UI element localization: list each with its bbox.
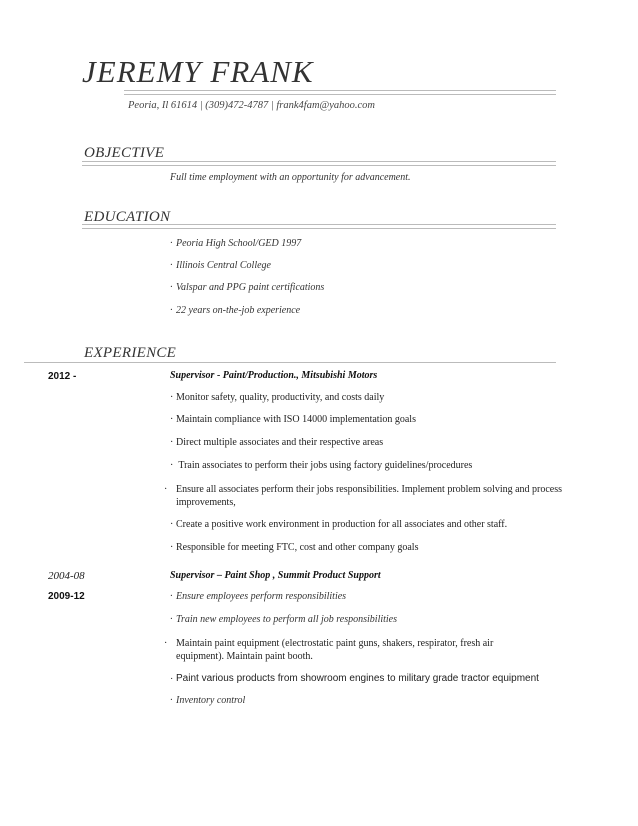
- education-item: · Peoria High School/GED 1997: [170, 238, 302, 249]
- experience-rule: [24, 362, 556, 363]
- header-rule: [124, 90, 556, 95]
- job-dates-secondary: 2009-12: [48, 591, 85, 602]
- bullet-icon: ·: [170, 414, 174, 425]
- education-item: · Valspar and PPG paint certifications: [170, 282, 325, 293]
- job-dates: 2012 -: [48, 371, 77, 382]
- bullet-icon: ·: [170, 614, 173, 625]
- bullet-icon: ·: [170, 282, 173, 293]
- bullet-icon: ·: [170, 392, 174, 403]
- objective-heading: OBJECTIVE: [84, 145, 165, 161]
- job-duty: · Train associates to perform their jobs using factory guidelines/procedures: [170, 460, 473, 471]
- job-duty: · Train new employees to perform all job responsibilities: [170, 614, 398, 625]
- bullet-icon: ·: [170, 519, 174, 530]
- candidate-name: JEREMY FRANK: [82, 54, 314, 89]
- education-heading: EDUCATION: [84, 209, 171, 225]
- job-duty: · Paint various products from showroom engines to military grade tractor equipment: [170, 673, 539, 684]
- job-duty: · Create a positive work environment in production for all associates and other staff.: [170, 519, 508, 530]
- job-duty: · Direct multiple associates and their respective areas: [170, 437, 384, 448]
- job-duty: · Maintain compliance with ISO 14000 implementation goals: [170, 414, 416, 425]
- job-duty: · Responsible for meeting FTC, cost and other company goals: [170, 542, 419, 553]
- job-duty: · Inventory control: [170, 695, 246, 706]
- objective-rule: [82, 161, 556, 166]
- bullet-icon: ·: [170, 260, 173, 271]
- bullet-icon: ·: [170, 437, 174, 448]
- experience-heading: EXPERIENCE: [84, 345, 177, 361]
- job-title: Supervisor - Paint/Production., Mitsubishi Motors: [170, 370, 378, 381]
- education-item: · 22 years on-the-job experience: [170, 305, 301, 316]
- bullet-icon: ·: [164, 638, 168, 649]
- bullet-icon: ·: [170, 305, 173, 316]
- bullet-icon: ·: [164, 484, 168, 495]
- job-duty: · Monitor safety, quality, productivity, and costs daily: [170, 392, 385, 403]
- job-dates: 2004-08: [48, 570, 85, 582]
- bullet-icon: ·: [170, 542, 174, 553]
- bullet-icon: ·: [170, 673, 174, 684]
- objective-text: Full time employment with an opportunity for advancement.: [170, 172, 411, 183]
- job-duty: · Ensure all associates perform their jobs responsibilities. Implement problem solving and process improvements,: [164, 484, 563, 508]
- bullet-icon: ·: [170, 238, 173, 249]
- education-rule: [82, 224, 556, 229]
- bullet-icon: ·: [170, 695, 173, 706]
- job-duty: · Maintain paint equipment (electrostatic paint guns, shakers, respirator, fresh air equipment). Maintain paint booth.: [164, 638, 494, 662]
- job-title: Supervisor – Paint Shop , Summit Product Support: [170, 570, 381, 581]
- job-duty: · Ensure employees perform responsibilities: [170, 591, 347, 602]
- bullet-icon: ·: [170, 460, 174, 471]
- education-item: · Illinois Central College: [170, 260, 271, 271]
- bullet-icon: ·: [170, 591, 173, 602]
- contact-line: Peoria, Il 61614 | (309)472-4787 | frank4fam@yahoo.com: [128, 100, 375, 111]
